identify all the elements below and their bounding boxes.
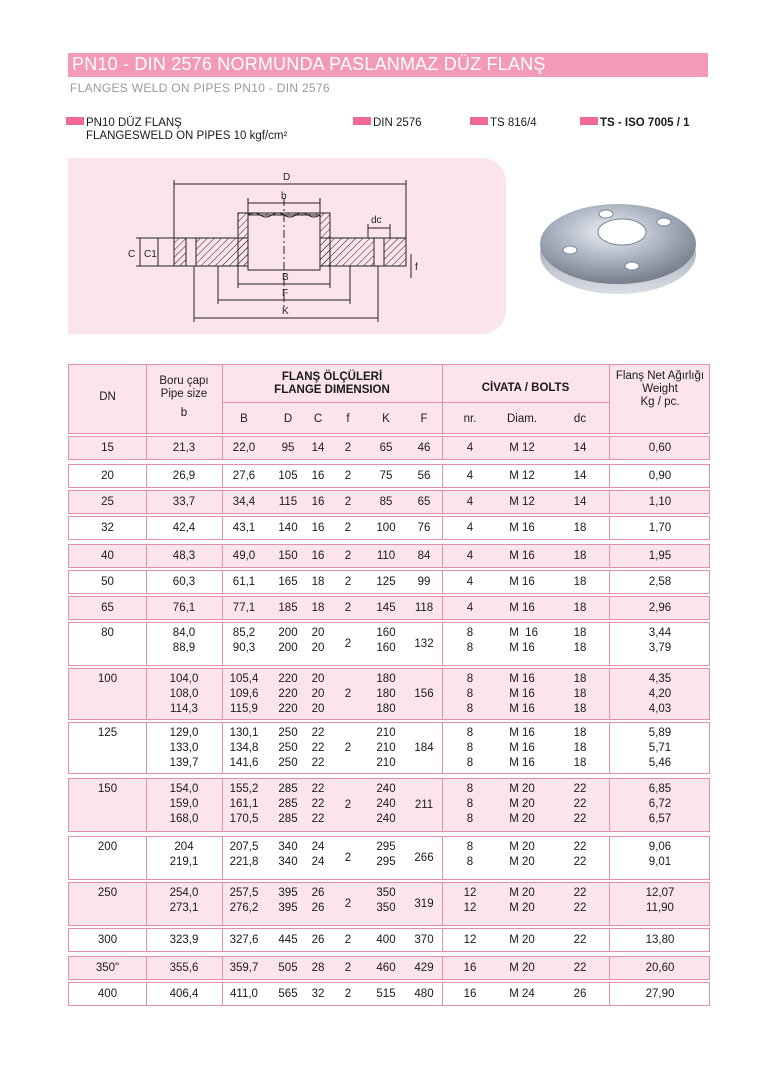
cell-c: 16 — [311, 550, 325, 562]
header-pipe-symbol: b — [180, 407, 188, 419]
spec-pn10-line2: FLANGESWELD ON PIPES 10 kgf/cm² — [86, 130, 288, 142]
cell-k: 85 — [379, 496, 393, 508]
dim-label-D: D — [283, 172, 291, 183]
cell-b: 27,6 — [232, 470, 256, 482]
cell-b: 155,2 161,1 170,5 — [229, 783, 259, 825]
cell-f: 46 — [417, 442, 431, 454]
cell-dc: 18 — [573, 522, 587, 534]
page-title: PN10 - DIN 2576 NORMUNDA PASLANMAZ DÜZ FLANŞ — [72, 54, 546, 74]
cell-f: 266 — [414, 852, 434, 864]
cell-d: 165 — [278, 576, 298, 588]
table-header — [68, 364, 710, 434]
cell-b: 42,4 — [172, 522, 196, 534]
header-C: C — [313, 413, 323, 425]
cell-d: 505 — [278, 962, 298, 974]
header-nr: nr. — [463, 413, 477, 425]
cell-nr: 8 8 8 — [466, 673, 474, 715]
cell-c: 32 — [311, 988, 325, 1000]
cell-b: 48,3 — [172, 550, 196, 562]
cell-diam: M 16 M 16 — [509, 627, 538, 654]
cell-k: 125 — [376, 576, 396, 588]
header-bolts: CİVATA / BOLTS — [481, 382, 570, 394]
cell-w: 5,89 5,71 5,46 — [648, 727, 672, 769]
pink-marker — [580, 117, 598, 125]
cell-w: 1,10 — [648, 496, 672, 508]
cell-d: 565 — [278, 988, 298, 1000]
cell-f: 84 — [417, 550, 431, 562]
cell-dc: 22 22 — [573, 887, 587, 914]
cell-k: 460 — [376, 962, 396, 974]
cell-diam: M 24 — [509, 988, 535, 1000]
dim-label-F: F — [282, 288, 289, 299]
cell-dc: 18 18 18 — [573, 673, 587, 715]
table-row — [68, 436, 710, 460]
dim-label-b: b — [281, 191, 287, 202]
cell-b: 33,7 — [172, 496, 196, 508]
cell-f: 429 — [414, 962, 434, 974]
cell-b: 22,0 — [232, 442, 256, 454]
cell-dn: 40 — [101, 550, 114, 562]
cell-diam: M 20 — [509, 962, 535, 974]
cell-f: 2 — [344, 442, 352, 454]
cell-dc: 18 — [573, 550, 587, 562]
cell-b: 207,5 221,8 — [229, 841, 259, 868]
cell-w: 6,85 6,72 6,57 — [648, 783, 672, 825]
table-row — [68, 722, 710, 774]
cell-w: 3,44 3,79 — [648, 627, 672, 654]
cell-f: 2 — [344, 688, 352, 700]
cell-c: 20 20 20 — [311, 673, 325, 715]
cell-b: 84,0 88,9 — [172, 627, 196, 654]
cell-dn: 100 — [97, 673, 118, 685]
cell-nr: 8 8 8 — [466, 727, 474, 769]
cell-k: 100 — [376, 522, 396, 534]
cell-k: 160 160 — [376, 627, 396, 654]
dim-label-K: K — [282, 306, 289, 317]
header-flange-line1: FLANŞ ÖLÇÜLERİ — [281, 371, 383, 383]
cell-w: 27,90 — [645, 988, 675, 1000]
cell-dn: 25 — [101, 496, 114, 508]
header-pipe-line2: Pipe size — [160, 388, 208, 400]
cell-b: 76,1 — [172, 602, 196, 614]
cell-d: 285 285 285 — [278, 783, 298, 825]
cell-nr: 4 — [466, 576, 474, 588]
cell-b: 406,4 — [169, 988, 199, 1000]
cell-f: 2 — [344, 550, 352, 562]
cell-nr: 4 — [466, 602, 474, 614]
cell-k: 210 210 210 — [376, 727, 396, 769]
header-weight-line1: Flanş Net Ağırlığı — [615, 370, 705, 382]
cell-diam: M 16 M 16 M 16 — [509, 727, 535, 769]
cell-diam: M 12 — [509, 496, 535, 508]
cell-b: 43,1 — [232, 522, 256, 534]
cell-f: 2 — [344, 638, 352, 650]
table-row — [68, 778, 710, 832]
cell-dc: 26 — [573, 988, 587, 1000]
cell-dc: 18 — [573, 602, 587, 614]
table-row — [68, 544, 710, 568]
cell-dn: 150 — [97, 783, 118, 795]
cell-b: 61,1 — [232, 576, 256, 588]
cell-diam: M 16 M 16 M 16 — [509, 673, 535, 715]
cell-dc: 18 18 — [573, 627, 587, 654]
cell-f: 2 — [344, 799, 352, 811]
pink-marker — [470, 117, 488, 125]
cell-f: 99 — [417, 576, 431, 588]
cell-c: 16 — [311, 496, 325, 508]
cell-w: 0,90 — [648, 470, 672, 482]
flange-photo — [530, 192, 710, 307]
cell-f: 132 — [414, 638, 434, 650]
cell-dn: 125 — [97, 727, 118, 739]
cell-dc: 18 — [573, 576, 587, 588]
cell-b: 129,0 133,0 139,7 — [169, 727, 199, 769]
cell-diam: M 20 M 20 — [509, 887, 535, 914]
header-weight-line2: Weight — [642, 383, 678, 395]
cell-nr: 8 8 — [466, 841, 474, 868]
cell-diam: M 20 M 20 — [509, 841, 535, 868]
cell-d: 185 — [278, 602, 298, 614]
cell-d: 95 — [281, 442, 295, 454]
cell-c: 16 — [311, 522, 325, 534]
cell-f: 2 — [344, 988, 352, 1000]
table-row — [68, 836, 710, 880]
cell-f: 370 — [414, 934, 434, 946]
header-F: F — [420, 413, 428, 425]
cell-f: 2 — [344, 742, 352, 754]
cell-f: 2 — [344, 898, 352, 910]
cell-d: 395 395 — [278, 887, 298, 914]
header-dn: DN — [99, 391, 116, 403]
table-row — [68, 928, 710, 952]
cell-f: 2 — [344, 934, 352, 946]
cell-diam: M 16 — [509, 522, 535, 534]
cell-k: 75 — [379, 470, 393, 482]
cell-w: 12,07 11,90 — [645, 887, 675, 914]
table-row — [68, 464, 710, 488]
cell-w: 2,58 — [648, 576, 672, 588]
cell-b: 34,4 — [232, 496, 256, 508]
cell-f: 156 — [414, 688, 434, 700]
cell-k: 110 — [376, 550, 396, 562]
cell-nr: 4 — [466, 496, 474, 508]
table-row — [68, 982, 710, 1006]
cell-d: 445 — [278, 934, 298, 946]
cell-w: 13,80 — [645, 934, 675, 946]
spec-din — [353, 117, 422, 130]
flange-product-image — [530, 192, 710, 302]
cell-d: 115 — [278, 496, 298, 508]
cell-diam: M 16 — [509, 550, 535, 562]
cell-diam: M 16 — [509, 576, 535, 588]
spec-iso — [580, 117, 689, 130]
spec-ts — [470, 117, 537, 130]
header-D: D — [283, 413, 293, 425]
dim-label-C: C — [128, 249, 136, 260]
cell-f: 2 — [344, 602, 352, 614]
cell-w: 9,06 9,01 — [648, 841, 672, 868]
table-row — [68, 570, 710, 594]
table-row — [68, 668, 710, 720]
cell-nr: 16 — [463, 988, 477, 1000]
cell-dc: 14 — [573, 442, 587, 454]
cell-f: 2 — [344, 852, 352, 864]
cell-nr: 4 — [466, 470, 474, 482]
cell-d: 250 250 250 — [278, 727, 298, 769]
table-row — [68, 516, 710, 540]
cell-nr: 12 12 — [463, 887, 477, 914]
cell-d: 220 220 220 — [278, 673, 298, 715]
cell-c: 18 — [311, 576, 325, 588]
cell-b: 105,4 109,6 115,9 — [229, 673, 259, 715]
cell-b: 77,1 — [232, 602, 256, 614]
cell-f: 2 — [344, 576, 352, 588]
cell-dc: 14 — [573, 496, 587, 508]
cell-dn: 50 — [101, 576, 114, 588]
dim-label-C1: C1 — [144, 249, 157, 260]
cell-k: 350 350 — [376, 887, 396, 914]
spec-pn10-line1: PN10 DÜZ FLANŞ — [86, 117, 182, 129]
cell-f: 76 — [417, 522, 431, 534]
cell-c: 24 24 — [311, 841, 325, 868]
cell-dn: 15 — [101, 442, 114, 454]
cell-k: 515 — [376, 988, 396, 1000]
cell-w: 2,96 — [648, 602, 672, 614]
cell-diam: M 12 — [509, 442, 535, 454]
cell-f: 184 — [414, 742, 434, 754]
cell-f: 480 — [414, 988, 434, 1000]
cell-dn: 400 — [97, 988, 118, 1000]
spec-pn10 — [66, 117, 287, 143]
cell-dn: 20 — [101, 470, 114, 482]
cell-dn: 250 — [97, 887, 118, 899]
cell-b: 130,1 134,8 141,6 — [229, 727, 259, 769]
cell-diam: M 20 M 20 M 20 — [509, 783, 535, 825]
table-row — [68, 596, 710, 620]
cell-dn: 300 — [97, 934, 118, 946]
cell-k: 240 240 240 — [376, 783, 396, 825]
cell-dn: 80 — [101, 627, 114, 639]
cell-c: 22 22 22 — [311, 783, 325, 825]
cell-d: 105 — [278, 470, 298, 482]
header-weight-line3: Kg / pc. — [640, 396, 680, 408]
cell-f: 118 — [414, 602, 434, 614]
cell-b: 60,3 — [172, 576, 196, 588]
cell-diam: M 12 — [509, 470, 535, 482]
cell-dn: 65 — [101, 602, 114, 614]
spec-ts-label: TS 816/4 — [490, 117, 537, 129]
cell-b: 21,3 — [172, 442, 196, 454]
cell-d: 140 — [278, 522, 298, 534]
cell-c: 18 — [311, 602, 325, 614]
cell-dn: 32 — [101, 522, 114, 534]
cell-b: 411,0 — [230, 988, 258, 1000]
cell-w: 1,70 — [648, 522, 672, 534]
cell-f: 2 — [344, 496, 352, 508]
cell-dn: 200 — [97, 841, 118, 853]
cell-dc: 18 18 18 — [573, 727, 587, 769]
cell-nr: 16 — [463, 962, 477, 974]
cell-d: 150 — [278, 550, 298, 562]
cell-nr: 4 — [466, 550, 474, 562]
table-row — [68, 490, 710, 514]
dim-label-f: f — [415, 262, 418, 273]
title-bar — [68, 53, 708, 77]
cell-c: 20 20 — [311, 627, 325, 654]
cell-k: 145 — [376, 602, 396, 614]
header-diam: Diam. — [506, 413, 538, 425]
header-f: f — [346, 413, 350, 425]
cell-c: 28 — [311, 962, 325, 974]
page-subtitle: FLANGES WELD ON PIPES PN10 - DIN 2576 — [70, 81, 330, 95]
cell-w: 0,60 — [648, 442, 672, 454]
table-row — [68, 622, 710, 666]
table-row — [68, 956, 710, 980]
pink-marker — [66, 117, 84, 125]
cell-dc: 14 — [573, 470, 587, 482]
table-row — [68, 882, 710, 926]
cell-f: 56 — [417, 470, 431, 482]
cell-b: 323,9 — [169, 934, 199, 946]
header-K: K — [382, 413, 390, 425]
cell-b: 154,0 159,0 168,0 — [169, 783, 199, 825]
drawing-panel — [68, 158, 506, 334]
dim-label-dc: dc — [371, 215, 382, 226]
pink-marker — [353, 117, 371, 125]
cell-nr: 8 8 — [466, 627, 474, 654]
cell-d: 200 200 — [278, 627, 298, 654]
cell-b: 359,7 — [229, 962, 259, 974]
cell-w: 1,95 — [648, 550, 672, 562]
cell-b: 104,0 108,0 114,3 — [169, 673, 199, 715]
cell-k: 400 — [376, 934, 396, 946]
cell-k: 65 — [379, 442, 393, 454]
cell-f: 65 — [417, 496, 431, 508]
cell-f: 319 — [414, 898, 434, 910]
cell-b: 254,0 273,1 — [169, 887, 199, 914]
dim-label-B: B — [282, 272, 289, 283]
cell-c: 26 — [311, 934, 325, 946]
cell-k: 295 295 — [376, 841, 396, 868]
cell-nr: 12 — [463, 934, 477, 946]
cell-b: 85,2 90,3 — [232, 627, 256, 654]
cell-dc: 22 22 — [573, 841, 587, 868]
cell-nr: 4 — [466, 522, 474, 534]
cell-dc: 22 22 22 — [573, 783, 587, 825]
cell-diam: M 20 — [509, 934, 535, 946]
cell-diam: M 16 — [509, 602, 535, 614]
flange-cross-section-diagram — [68, 158, 506, 334]
header-B: B — [240, 413, 248, 425]
header-pipe-line1: Boru çapı — [159, 375, 209, 387]
cell-b: 204 219,1 — [169, 841, 199, 868]
cell-dc: 22 — [573, 962, 587, 974]
header-flange-line2: FLANGE DIMENSION — [274, 384, 390, 396]
cell-c: 16 — [311, 470, 325, 482]
cell-w: 20,60 — [645, 962, 675, 974]
cell-b: 26,9 — [172, 470, 196, 482]
cell-nr: 8 8 8 — [466, 783, 474, 825]
header-dc: dc — [573, 413, 587, 425]
cell-b: 327,6 — [229, 934, 259, 946]
cell-dc: 22 — [573, 934, 587, 946]
cell-f: 2 — [344, 470, 352, 482]
cell-k: 180 180 180 — [376, 673, 396, 715]
cell-b: 355,6 — [169, 962, 199, 974]
cell-f: 211 — [414, 799, 434, 811]
cell-f: 2 — [344, 962, 352, 974]
cell-f: 2 — [344, 522, 352, 534]
cell-c: 14 — [311, 442, 325, 454]
cell-c: 22 22 22 — [311, 727, 325, 769]
cell-b: 49,0 — [232, 550, 256, 562]
cell-dn: 350" — [95, 962, 120, 974]
spec-iso-label: TS - ISO 7005 / 1 — [600, 117, 690, 129]
cell-d: 340 340 — [278, 841, 298, 868]
cell-b: 257,5 276,2 — [229, 887, 259, 914]
cell-w: 4,35 4,20 4,03 — [648, 673, 672, 715]
cell-c: 26 26 — [311, 887, 325, 914]
cell-nr: 4 — [466, 442, 474, 454]
spec-din-label: DIN 2576 — [373, 117, 422, 129]
